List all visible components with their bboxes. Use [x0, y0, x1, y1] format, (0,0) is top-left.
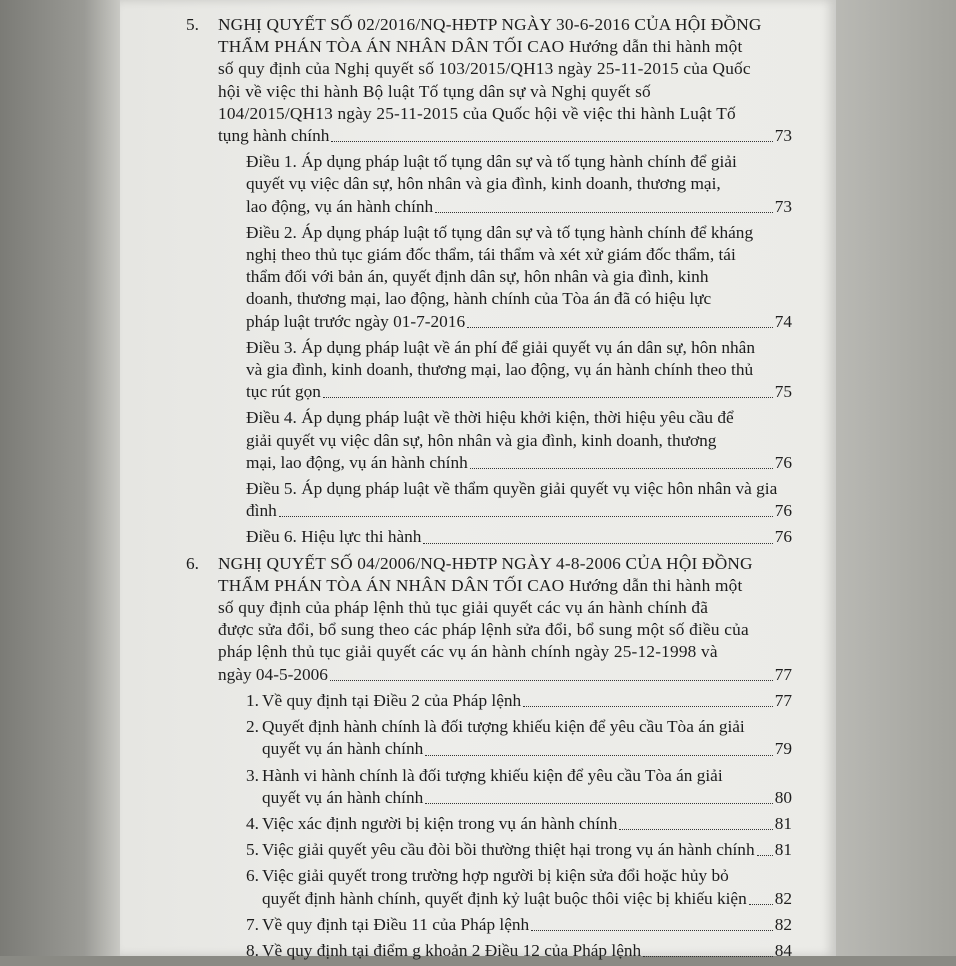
dot-leader — [435, 212, 773, 213]
page-number: 80 — [774, 787, 792, 807]
dot-leader — [531, 930, 773, 931]
entry-line: Điều 2. Áp dụng pháp luật tố tụng dân sự và tố tụng hành chính để kháng — [246, 222, 754, 242]
item-number: 5. — [246, 840, 259, 860]
heading-last-line: ngày 04-5-2006 — [218, 664, 328, 684]
toc-entry-text: mại, lao động, vụ án hành chính — [246, 452, 468, 472]
dot-leader — [425, 755, 772, 756]
toc-entry — [218, 337, 792, 404]
page-number: 73 — [774, 196, 792, 216]
page-number: 76 — [774, 501, 792, 521]
entry-line: Quyết định hành chính là đối tượng khiếu kiện để yêu cầu Tòa án giải — [262, 717, 745, 737]
entry-line: giải quyết vụ việc dân sự, hôn nhân và gia đình, kinh doanh, thương — [246, 430, 717, 450]
toc-line-with-leader — [218, 125, 792, 147]
dot-leader — [423, 543, 772, 544]
toc-line-with-leader — [262, 738, 792, 760]
entry-line: Hành vi hành chính là đối tượng khiếu kiện để yêu cầu Tòa án giải — [262, 765, 723, 785]
toc-entry-text: đình — [246, 501, 277, 521]
entry-line: quyết vụ việc dân sự, hôn nhân và gia đình, kinh doanh, thương mại, — [246, 174, 721, 194]
toc-line-with-leader — [218, 664, 792, 686]
item-number: 6. — [246, 866, 259, 886]
page-number: 79 — [774, 739, 792, 759]
page-number: 73 — [774, 126, 792, 146]
page-number: 81 — [774, 840, 792, 860]
toc-entry — [218, 526, 792, 548]
entry-line: Điều 1. Áp dụng pháp luật tố tụng dân sự và tố tụng hành chính để giải — [246, 152, 737, 172]
heading-line: số quy định của Nghị quyết số 103/2015/QH13 ngày 25-11-2015 của Quốc — [218, 59, 751, 79]
item-number: 8. — [246, 940, 259, 960]
toc-line-with-leader — [262, 839, 792, 861]
toc-entry — [218, 222, 792, 333]
entry-line: Việc giải quyết trong trường hợp người bị kiện sửa đổi hoặc hủy bỏ — [262, 866, 729, 886]
heading-line: THẨM PHÁN TÒA ÁN NHÂN DÂN TỐI CAO Hướng dẫn thi hành một — [218, 37, 743, 57]
toc-line-with-leader — [262, 888, 792, 910]
toc-entry-text: tục rút gọn — [246, 382, 321, 402]
heading-line: NGHỊ QUYẾT SỐ 04/2006/NQ-HĐTP NGÀY 4-8-2006 CỦA HỘI ĐỒNG — [218, 553, 753, 573]
toc-item — [218, 690, 792, 712]
page-number: 77 — [774, 690, 792, 710]
toc-line-with-leader — [262, 690, 792, 712]
entry-line: và gia đình, kinh doanh, thương mại, lao động, vụ án hành chính theo thủ — [246, 360, 754, 380]
toc-entry-text: quyết vụ án hành chính — [262, 787, 424, 807]
dot-leader — [331, 141, 772, 142]
table-of-contents — [186, 14, 792, 966]
toc-entry — [218, 478, 792, 522]
toc-entry-text: lao động, vụ án hành chính — [246, 196, 434, 216]
entry-line: Điều 4. Áp dụng pháp luật về thời hiệu khởi kiện, thời hiệu yêu cầu để — [246, 408, 734, 428]
item-number: 7. — [246, 914, 259, 934]
heading-line: NGHỊ QUYẾT SỐ 02/2016/NQ-HĐTP NGÀY 30-6-2016 CỦA HỘI ĐỒNG — [218, 15, 762, 34]
page-number: 76 — [774, 452, 792, 472]
page-number: 82 — [774, 888, 792, 908]
toc-entry-text: quyết định hành chính, quyết định kỷ luật buộc thôi việc bị khiếu kiện — [262, 888, 747, 908]
toc-entry-text: Điều 6. Hiệu lực thi hành — [246, 527, 422, 547]
toc-entry-text: Về quy định tại Điều 11 của Pháp lệnh — [262, 914, 530, 934]
toc-line-with-leader — [246, 500, 792, 522]
item-number: 4. — [246, 813, 259, 833]
section-heading — [218, 14, 792, 147]
dot-leader — [749, 904, 773, 905]
toc-entry-text: quyết vụ án hành chính — [262, 739, 424, 759]
toc-item — [218, 839, 792, 861]
page-number: 82 — [774, 914, 792, 934]
item-number: 1. — [246, 690, 259, 710]
dot-leader — [323, 397, 773, 398]
toc-item — [218, 765, 792, 809]
toc-item — [218, 914, 792, 936]
toc-item — [218, 716, 792, 760]
toc-line-with-leader — [262, 787, 792, 809]
dot-leader — [330, 680, 773, 681]
book-gutter-shadow — [0, 0, 120, 956]
toc-line-with-leader — [246, 452, 792, 474]
toc-entry-text: Về quy định tại Điều 2 của Pháp lệnh — [262, 690, 522, 710]
dot-leader — [619, 829, 772, 830]
heading-line: hội về việc thi hành Bộ luật Tố tụng dân sự và Nghị quyết số — [218, 81, 651, 101]
toc-line-with-leader — [262, 914, 792, 936]
toc-entry — [218, 151, 792, 218]
heading-line: THẨM PHÁN TÒA ÁN NHÂN DÂN TỐI CAO Hướng dẫn thi hành một — [218, 575, 743, 595]
dot-leader — [279, 516, 773, 517]
heading-line: 104/2015/QH13 ngày 25-11-2015 của Quốc hội về việc thi hành Luật Tố — [218, 103, 736, 123]
entry-line: nghị theo thủ tục giám đốc thẩm, tái thẩm và xét xử giám đốc thẩm, tái — [246, 245, 736, 265]
toc-line-with-leader — [262, 940, 792, 962]
dot-leader — [470, 468, 773, 469]
dot-leader — [643, 956, 773, 957]
toc-line-with-leader — [246, 526, 792, 548]
heading-line: pháp lệnh thủ tục giải quyết các vụ án hành chính ngày 25-12-1998 và — [218, 642, 718, 662]
entry-line: thẩm đối với bản án, quyết định dân sự, hôn nhân và gia đình, kinh — [246, 267, 709, 287]
page-edge-background — [836, 0, 956, 956]
toc-entry-text: pháp luật trước ngày 01-7-2016 — [246, 311, 466, 331]
heading-last-line: tụng hành chính — [218, 126, 330, 146]
page-number: 76 — [774, 527, 792, 547]
toc-entry-text: Việc xác định người bị kiện trong vụ án hành chính — [262, 813, 618, 833]
toc-section — [186, 14, 792, 549]
toc-section — [186, 553, 792, 962]
dot-leader — [467, 327, 773, 328]
section-number: 6. — [186, 553, 199, 573]
toc-item — [218, 813, 792, 835]
toc-entry-text: Về quy định tại điểm g khoản 2 Điều 12 của Pháp lệnh — [262, 940, 642, 960]
toc-item — [218, 940, 792, 962]
heading-line: được sửa đổi, bổ sung theo các pháp lệnh sửa đổi, bổ sung một số điều của — [218, 620, 749, 640]
toc-line-with-leader — [246, 381, 792, 403]
dot-leader — [425, 803, 772, 804]
entry-line: Điều 5. Áp dụng pháp luật về thẩm quyền giải quyết vụ việc hôn nhân và gia — [246, 479, 778, 499]
item-number: 2. — [246, 717, 259, 737]
page-number: 77 — [774, 664, 792, 684]
toc-line-with-leader — [262, 813, 792, 835]
section-number: 5. — [186, 15, 199, 34]
toc-entry — [218, 407, 792, 474]
page-number: 84 — [774, 940, 792, 960]
dot-leader — [523, 706, 773, 707]
heading-line: số quy định của pháp lệnh thủ tục giải quyết các vụ án hành chính đã — [218, 598, 709, 618]
item-number: 3. — [246, 765, 259, 785]
page-number: 74 — [774, 311, 792, 331]
page-number: 75 — [774, 382, 792, 402]
entry-line: doanh, thương mại, lao động, hành chính của Tòa án đã có hiệu lực — [246, 289, 712, 309]
entry-line: Điều 3. Áp dụng pháp luật về án phí để giải quyết vụ án dân sự, hôn nhân — [246, 337, 755, 357]
toc-item — [218, 865, 792, 909]
page-number: 81 — [774, 813, 792, 833]
toc-line-with-leader — [246, 311, 792, 333]
toc-line-with-leader — [246, 196, 792, 218]
toc-entry-text: Việc giải quyết yêu cầu đòi bồi thường thiệt hại trong vụ án hành chính — [262, 840, 755, 860]
dot-leader — [757, 855, 773, 856]
section-heading — [218, 553, 792, 686]
